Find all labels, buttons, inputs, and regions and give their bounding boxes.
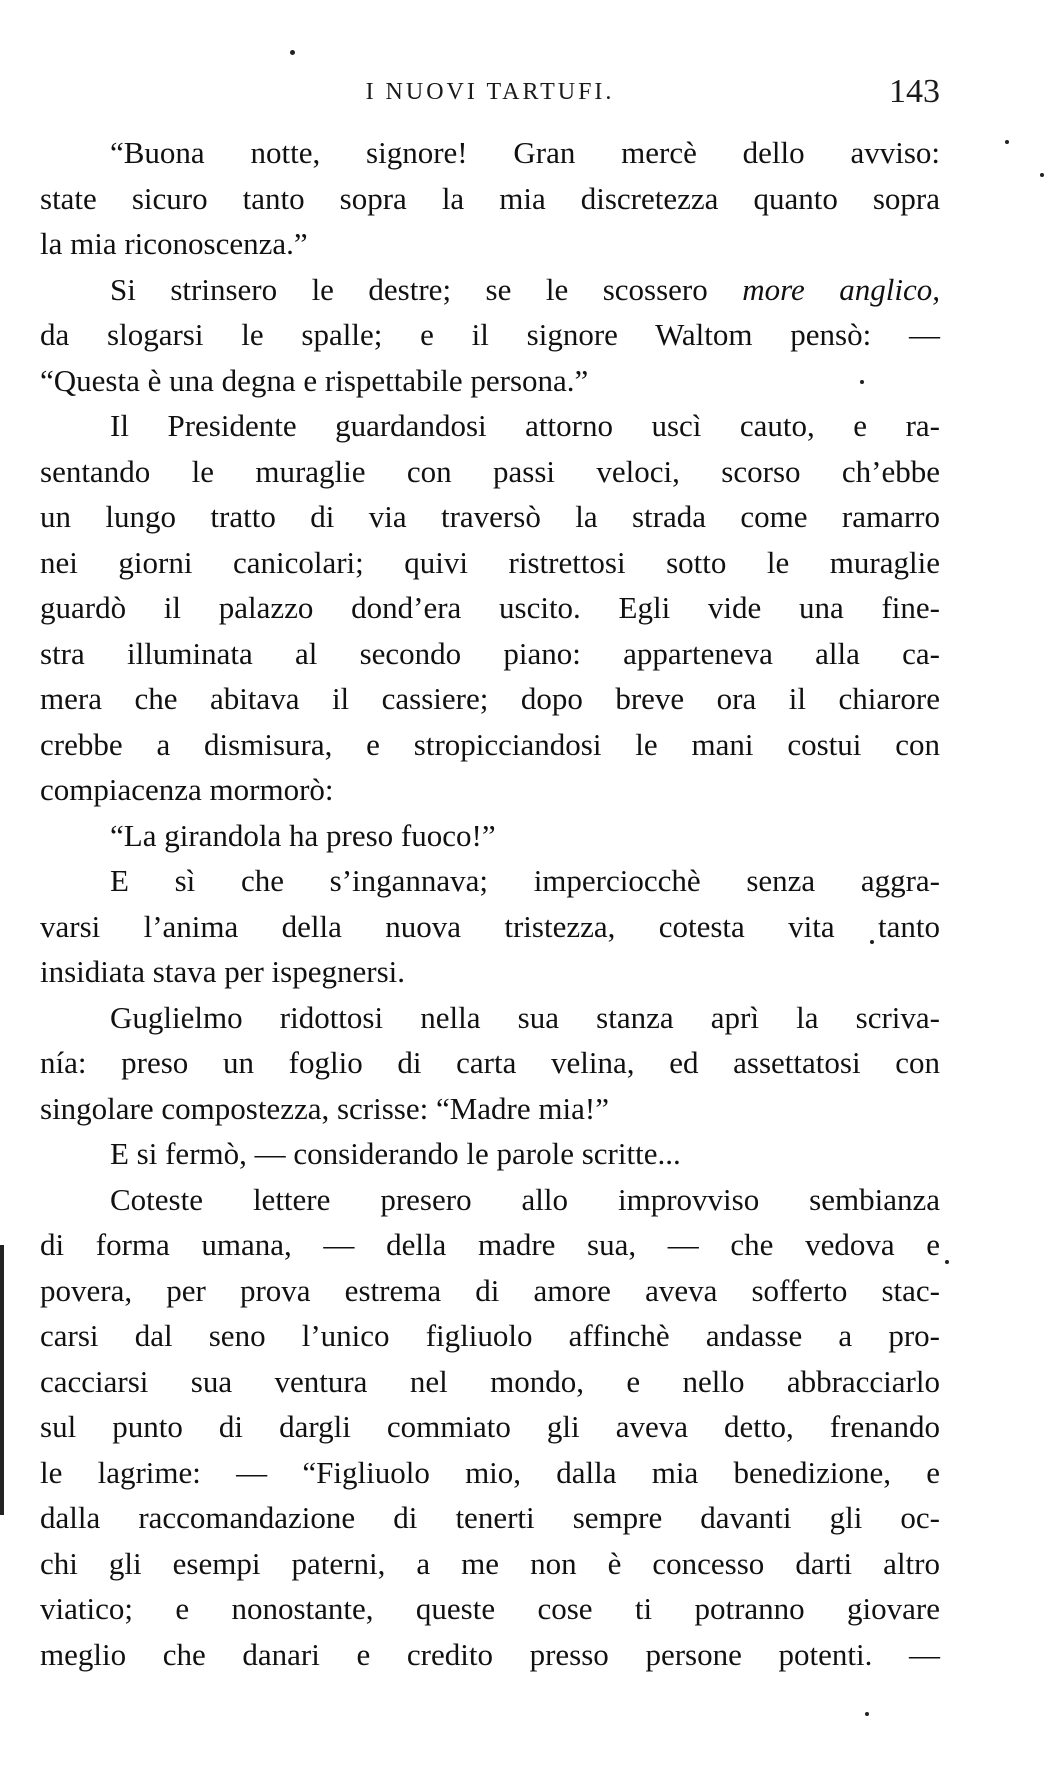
text-line: stra illuminata al secondo piano: apparteneva alla ca- bbox=[40, 635, 940, 671]
text-line: da slogarsi le spalle; e il signore Waltom pensò: — bbox=[40, 317, 940, 352]
text-fragment: Si strinsero le destre; se le scossero bbox=[110, 271, 708, 307]
ink-speck bbox=[1005, 140, 1009, 144]
text-line: “Questa è una degna e rispettabile persona.” bbox=[40, 362, 589, 398]
text-line bbox=[40, 267, 940, 313]
page-number: 143 bbox=[889, 73, 940, 110]
ink-speck bbox=[945, 1260, 949, 1264]
page-header bbox=[40, 72, 940, 112]
text-line: carsi dal seno l’unico figliuolo affinchè andasse a pro- bbox=[40, 1318, 940, 1353]
text-line: meglio che danari e credito presso persone potenti. — bbox=[40, 1636, 940, 1672]
text-line: mera che abitava il cassiere; dopo breve ora il chiarore bbox=[40, 681, 940, 716]
text-line: dalla raccomandazione di tenerti sempre davanti gli oc- bbox=[40, 1500, 940, 1535]
text-line: E sì che s’ingannava; imperciocchè senza aggra- bbox=[110, 863, 940, 898]
text-line: crebbe a dismisura, e stropicciandosi le mani costui con bbox=[40, 726, 940, 762]
text-line: varsi l’anima della nuova tristezza, cotesta vita tanto bbox=[40, 908, 940, 944]
text-line: Il Presidente guardandosi attorno uscì cauto, e ra- bbox=[110, 408, 940, 443]
text-line: sentando le muraglie con passi veloci, scorso ch’ebbe bbox=[40, 453, 940, 489]
ink-speck bbox=[1040, 173, 1044, 177]
text-line: nei giorni canicolari; quivi ristrettosi sotto le muraglie bbox=[40, 544, 940, 580]
text-line: cacciarsi sua ventura nel mondo, e nello abbracciarlo bbox=[40, 1363, 940, 1399]
text-line: “La girandola ha preso fuoco!” bbox=[110, 817, 496, 853]
ink-speck bbox=[290, 50, 295, 55]
ink-speck bbox=[865, 1712, 869, 1716]
text-line: povera, per prova estrema di amore aveva sofferto stac- bbox=[40, 1272, 940, 1308]
text-line: la mia riconoscenza.” bbox=[40, 226, 308, 261]
text-line: insidiata stava per ispegnersi. bbox=[40, 954, 406, 989]
text-line: sul punto di dargli commiato gli aveva detto, frenando bbox=[40, 1409, 940, 1444]
text-line: di forma umana, — della madre sua, — che vedova e bbox=[40, 1227, 940, 1262]
text-line: state sicuro tanto sopra la mia discretezza quanto sopra bbox=[40, 180, 940, 216]
text-line: nía: preso un foglio di carta velina, ed assettatosi con bbox=[40, 1045, 940, 1080]
text-line: chi gli esempi paterni, a me non è concesso darti altro bbox=[40, 1545, 940, 1581]
text-line: compiacenza mormorò: bbox=[40, 772, 334, 807]
text-line: Guglielmo ridottosi nella sua stanza aprì la scriva- bbox=[110, 999, 940, 1035]
text-line: E si fermò, — considerando le parole scritte... bbox=[110, 1136, 681, 1171]
text-line: viatico; e nonostante, queste cose ti potranno giovare bbox=[40, 1591, 940, 1626]
text-line: le lagrime: — “Figliuolo mio, dalla mia benedizione, e bbox=[40, 1454, 940, 1490]
margin-rule bbox=[0, 1245, 4, 1515]
text-line: “Buona notte, signore! Gran mercè dello avviso: bbox=[110, 135, 940, 170]
text-line: Coteste lettere presero allo improvviso sembianza bbox=[110, 1181, 940, 1217]
body-text bbox=[40, 130, 940, 1677]
text-line: guardò il palazzo dond’era uscito. Egli vide una fine- bbox=[40, 590, 940, 625]
text-line: singolare compostezza, scrisse: “Madre mia!” bbox=[40, 1090, 609, 1126]
running-title: I NUOVI TARTUFI. bbox=[365, 79, 615, 105]
italic-phrase: more anglico, bbox=[742, 271, 940, 307]
text-line: un lungo tratto di via traversò la strada come ramarro bbox=[40, 499, 940, 534]
